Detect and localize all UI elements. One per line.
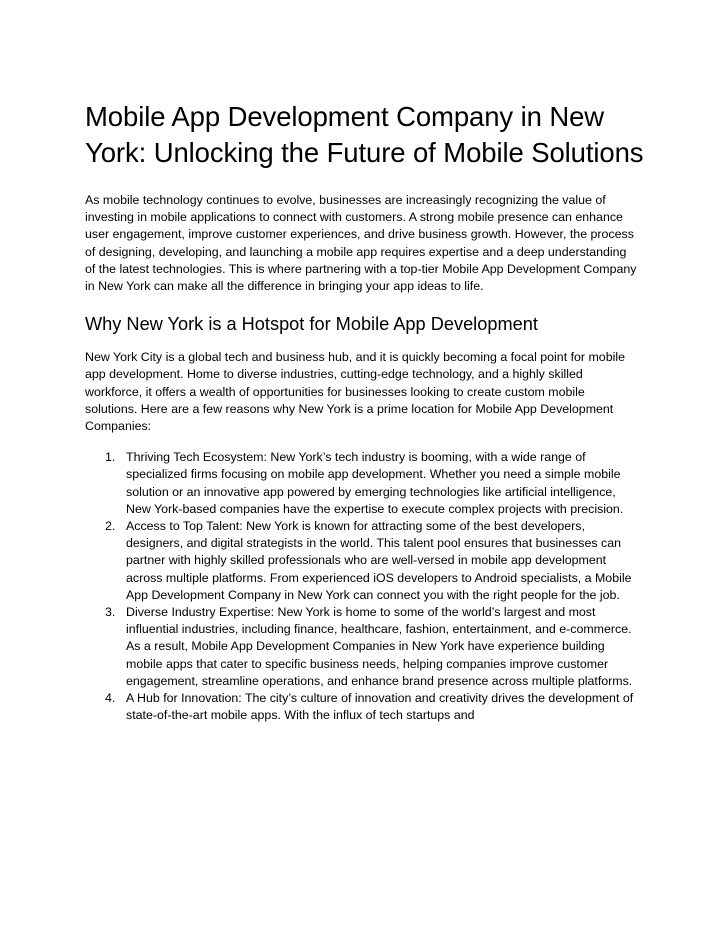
list-item (85, 518, 636, 604)
list-item (85, 604, 636, 690)
section-heading: Why New York is a Hotspot for Mobile App Development (85, 314, 538, 335)
list-item-number: 1. (105, 450, 116, 465)
intro-paragraph: As mobile technology continues to evolve, businesses are increasingly recognizing the value of investing in mobile applications to connect with customers. A strong mobile presence can enhance user engagement, improve customer experiences, and drive business growth. However, the process of designing, developing, and launching a mobile app requires expertise and a deep understanding of the latest technologies. This is where partnering with a top-tier Mobile App Development Company in New York can make all the difference in bringing your app ideas to life. (85, 193, 637, 294)
list-item-number: 2. (105, 519, 116, 534)
list-item-text: Thriving Tech Ecosystem: New York’s tech industry is booming, with a wide range of specialized firms focusing on mobile app development. Whether you need a simple mobile solution or an innovative app powered by emerging technologies like artificial intelligence, New York-based companies have the expertise to execute complex projects with precision. (126, 450, 624, 516)
list-item-text: Access to Top Talent: New York is known for attracting some of the best developers, designers, and digital strategists in the world. This talent pool ensures that businesses can partner with highly skilled professionals who are well-versed in mobile app development across multiple platforms. From experienced iOS developers to Android specialists, a Mobile App Development Company in New York can connect you with the right people for the job. (126, 519, 632, 602)
reasons-list (85, 449, 660, 724)
list-item-number: 3. (105, 605, 116, 620)
list-item-text: Diverse Industry Expertise: New York is home to some of the world’s largest and most influential industries, including finance, healthcare, fashion, entertainment, and e-commerce. As a result, Mobile App Development Companies in New York have experience building mobile apps that cater to specific business needs, helping companies improve customer engagement, streamline operations, and enhance brand presence across multiple platforms. (126, 605, 633, 688)
list-item-text: A Hub for Innovation: The city’s culture of innovation and creativity drives the development of state-of-the-art mobile apps. With the influx of tech startups and (126, 691, 634, 723)
list-item (85, 449, 636, 518)
document-title: Mobile App Development Company in New York: Unlocking the Future of Mobile Solutions (85, 101, 644, 168)
list-item (85, 690, 636, 724)
section-paragraph: New York City is a global tech and business hub, and it is quickly becoming a focal point for mobile app development. Home to diverse industries, cutting-edge technology, and a highly skilled workforce, it offers a wealth of opportunities for businesses looking to create custom mobile solutions. Here are a few reasons why New York is a prime location for Mobile App Development Companies: (85, 350, 625, 434)
list-item-number: 4. (105, 691, 116, 706)
